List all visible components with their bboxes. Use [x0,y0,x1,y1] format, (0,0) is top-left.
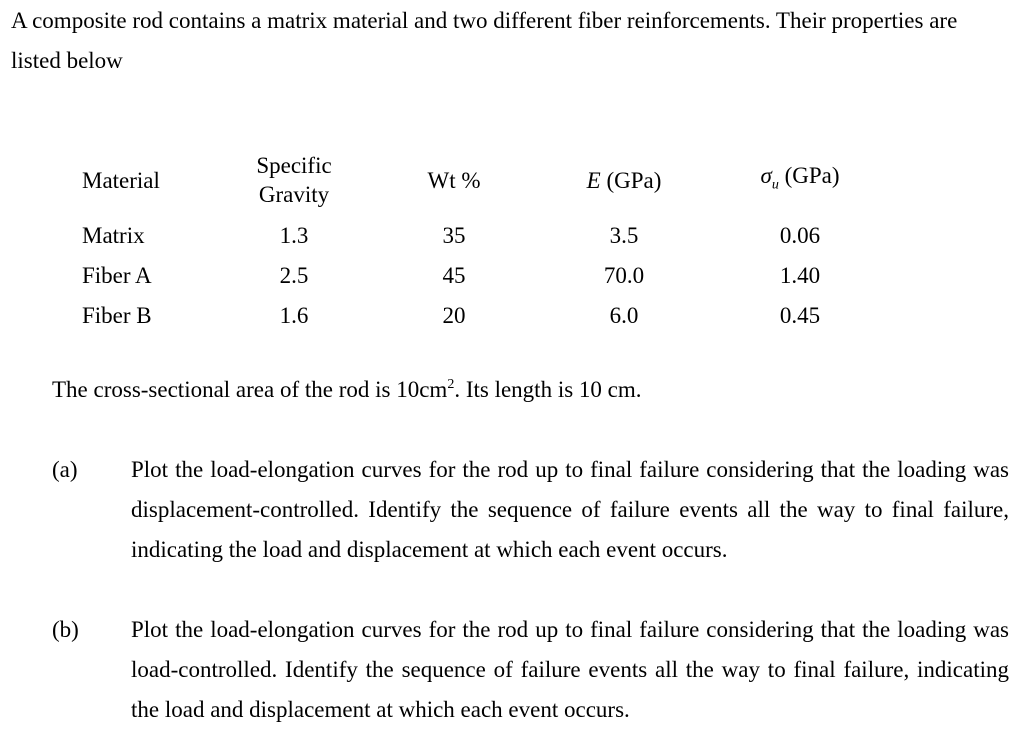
area-superscript: 2 [447,377,455,392]
question-a-text: Plot the load-elongation curves for the rod up to final failure considering that the loading was displacement-controlled. Identify the sequence of failure events all the way to final failure, indicating the load and displacement at which each event occurs. [131,457,1009,562]
cell-wt-percent: 45 [442,263,466,288]
header-sigma-subscript: u [771,177,779,193]
cell-material: Matrix [82,223,145,248]
header-sg-line1: Specific [256,153,332,178]
cell-ultimate-strength: 0.06 [779,223,821,248]
question-b-label: (b) [52,617,79,642]
properties-table [62,144,886,336]
header-ultimate-strength [714,144,886,216]
intro-paragraph: A composite rod contains a matrix material and two different fiber reinforcements. Their properties are listed below [11,8,958,73]
cell-ultimate-strength: 1.40 [779,263,821,288]
header-wt-percent: Wt % [427,167,481,193]
table-row [62,216,886,256]
cell-specific-gravity: 1.3 [279,223,309,248]
cross-section-statement [52,370,642,410]
cell-material: Fiber B [82,303,152,328]
header-modulus [534,144,714,216]
header-sigma-symbol: σ [760,162,772,188]
question-a-label: (a) [52,457,78,482]
table-row [62,256,886,296]
area-text-after: . Its length is 10 cm. [454,377,642,402]
cell-wt-percent: 20 [442,303,466,328]
header-specific-gravity [214,144,374,216]
cell-modulus: 3.5 [609,223,639,248]
header-e-unit: (GPa) [606,167,662,193]
header-sigma-unit: (GPa) [784,162,840,188]
header-sg-line2: Gravity [258,182,330,207]
cell-ultimate-strength: 0.45 [779,303,821,328]
header-e-symbol: E [586,167,601,193]
cell-specific-gravity: 2.5 [279,263,309,288]
cell-material: Fiber A [82,263,152,288]
question-b-text: Plot the load-elongation curves for the rod up to final failure considering that the loading was load-controlled. Identify the sequence of failure events all the way to final failure, indicating the load and displacement at which each event occurs. [131,617,1009,722]
cell-modulus: 70.0 [603,263,645,288]
cell-modulus: 6.0 [609,303,639,328]
table-header-row [62,144,886,216]
area-text-before: The cross-sectional area of the rod is 10cm [52,377,448,402]
cell-specific-gravity: 1.6 [279,303,309,328]
cell-wt-percent: 35 [442,223,466,248]
table-row [62,296,886,336]
header-material: Material [82,167,160,193]
